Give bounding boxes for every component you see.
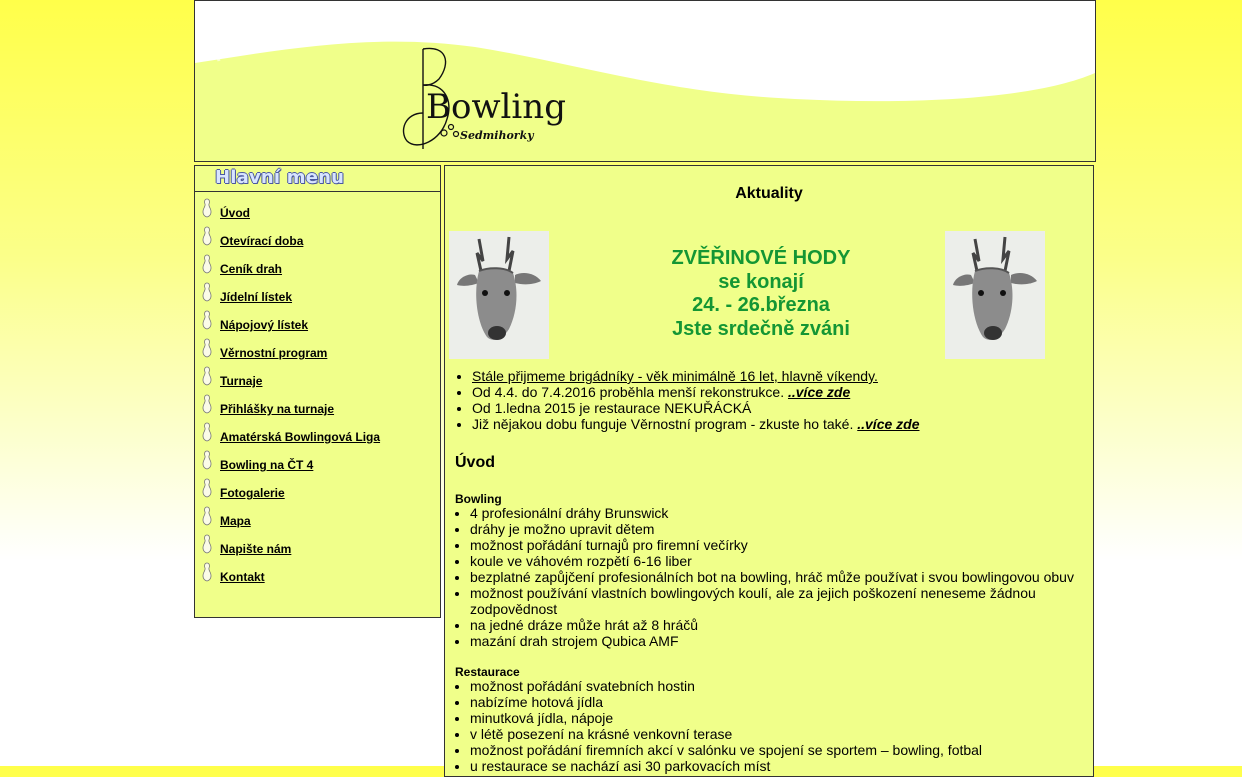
menu-item[interactable] xyxy=(195,534,435,558)
menu-link[interactable]: Amatérská Bowlingová Liga xyxy=(220,430,381,444)
section-heading-uvod: Úvod xyxy=(455,454,495,471)
page-title: Aktuality xyxy=(735,185,803,202)
feature-item: • možnost pořádání turnajů pro firemní večírky xyxy=(470,537,1094,553)
bowling-pin-icon xyxy=(201,394,213,419)
bowling-pin-icon xyxy=(201,310,213,335)
menu-link[interactable]: Přihlášky na turnaje xyxy=(220,402,335,416)
menu-title: Hlavní menu xyxy=(215,167,345,188)
feature-item: • dráhy je možno upravit dětem xyxy=(470,521,1094,537)
feature-item: • mazání drah strojem Qubica AMF xyxy=(470,633,1094,649)
menu-item[interactable] xyxy=(195,198,435,222)
banner-line: Jste srdečně zváni xyxy=(672,317,850,340)
menu-item[interactable] xyxy=(195,254,435,278)
feature-item: • 4 profesionální dráhy Brunswick xyxy=(470,505,1094,521)
menu-item[interactable] xyxy=(195,282,435,306)
feature-item: • možnost pořádání svatebních hostin xyxy=(470,678,1094,694)
feature-item: • možnost pořádání firemních akcí v salónku ve spojení se sportem – bowling, fotbal xyxy=(470,742,1094,758)
menu-link[interactable]: Kontakt xyxy=(220,570,265,584)
menu-link[interactable]: Bowling na ČT 4 xyxy=(220,458,314,472)
menu-link[interactable]: Úvod xyxy=(220,206,250,220)
menu-item[interactable] xyxy=(195,394,435,418)
menu-link[interactable]: Nápojový lístek xyxy=(220,318,309,332)
bowling-pin-icon xyxy=(201,366,213,391)
bowling-pin-icon xyxy=(201,226,213,251)
menu-item[interactable] xyxy=(195,478,435,502)
banner-line: se konají xyxy=(718,270,804,293)
main-content xyxy=(444,165,1094,777)
menu-item[interactable] xyxy=(195,226,435,250)
news-item xyxy=(472,368,920,384)
news-item xyxy=(472,416,920,432)
news-item xyxy=(472,400,920,416)
menu-item[interactable] xyxy=(195,562,435,586)
subheading-bowling: Bowling xyxy=(455,492,502,506)
bowling-pin-icon xyxy=(201,450,213,475)
menu-item[interactable] xyxy=(195,450,435,474)
more-link-vernostni[interactable]: ..více zde xyxy=(857,416,920,432)
menu-link[interactable]: Věrnostní program xyxy=(220,346,328,360)
bowling-pin-icon xyxy=(201,254,213,279)
feature-item: • možnost používání vlastních bowlingových koulí, ale za jejich poškození neneseme žádnou zodpovědnost xyxy=(470,585,1094,617)
news-text: Od 4.4. do 7.4.2016 proběhla menší rekonstrukce. xyxy=(472,384,788,400)
news-text: Od 1.ledna 2015 je restaurace NEKUŘÁCKÁ xyxy=(472,400,752,416)
bowling-feature-list xyxy=(455,505,1094,649)
news-list xyxy=(455,368,920,432)
feature-item: • minutková jídla, nápoje xyxy=(470,710,1094,726)
subheading-restaurace: Restaurace xyxy=(455,665,520,679)
banner-line: ZVĚŘINOVÉ HODY xyxy=(671,247,851,269)
feature-item: • u restaurace se nachází asi 30 parkovacích míst xyxy=(470,758,1094,774)
menu-link[interactable]: Turnaje xyxy=(220,374,263,388)
news-text: Již nějakou dobu funguje Věrnostní program - zkuste ho také. xyxy=(472,416,858,432)
logo-mark xyxy=(195,1,1095,161)
menu-link[interactable]: Mapa xyxy=(220,514,251,528)
menu-item[interactable] xyxy=(195,338,435,362)
menu-item[interactable] xyxy=(195,310,435,334)
event-banner xyxy=(561,247,961,341)
more-link-rekonstrukce[interactable]: ..více zde xyxy=(787,384,851,400)
bowling-pin-icon xyxy=(201,478,213,503)
menu-link[interactable]: Jídelní lístek xyxy=(220,290,293,304)
feature-item: • na jedné dráze může hrát až 8 hráčů xyxy=(470,617,1094,633)
bowling-pin-icon xyxy=(201,506,213,531)
bowling-pin-icon xyxy=(201,562,213,587)
restaurace-feature-list xyxy=(455,678,1094,774)
site-header xyxy=(194,0,1096,162)
menu-item[interactable] xyxy=(195,422,435,446)
menu-item[interactable] xyxy=(195,506,435,530)
bowling-pin-icon xyxy=(201,534,213,559)
bowling-pin-icon xyxy=(201,422,213,447)
menu-link[interactable]: Fotogalerie xyxy=(220,486,285,500)
menu-link[interactable]: Ceník drah xyxy=(220,262,283,276)
menu-title-bar xyxy=(195,166,440,192)
bowling-pin-icon xyxy=(201,282,213,307)
feature-item: • bezplatné zapůjčení profesionálních bot na bowling, hráč může používat i svou bowlingovou obuv xyxy=(470,569,1094,585)
menu-link[interactable]: Otevírací doba xyxy=(220,234,304,248)
main-menu xyxy=(194,165,441,618)
news-link-brigadnici[interactable]: Stále přijmeme brigádníky - věk minimálně 16 let, hlavně víkendy. xyxy=(472,368,878,384)
logo-subtitle: Sedmihorky xyxy=(460,129,534,142)
bowling-pin-icon xyxy=(201,198,213,223)
feature-item: • koule ve váhovém rozpětí 6-16 liber xyxy=(470,553,1094,569)
logo-word: Bowling xyxy=(426,87,566,127)
feature-item: • v létě posezení na krásné venkovní terase xyxy=(470,726,1094,742)
news-item xyxy=(472,384,920,400)
deer-image-left xyxy=(449,231,549,359)
menu-item[interactable] xyxy=(195,366,435,390)
menu-link[interactable]: Napište nám xyxy=(220,542,292,556)
banner-line: 24. - 26.března xyxy=(692,294,830,316)
feature-item: • nabízíme hotová jídla xyxy=(470,694,1094,710)
bowling-pin-icon xyxy=(201,338,213,363)
